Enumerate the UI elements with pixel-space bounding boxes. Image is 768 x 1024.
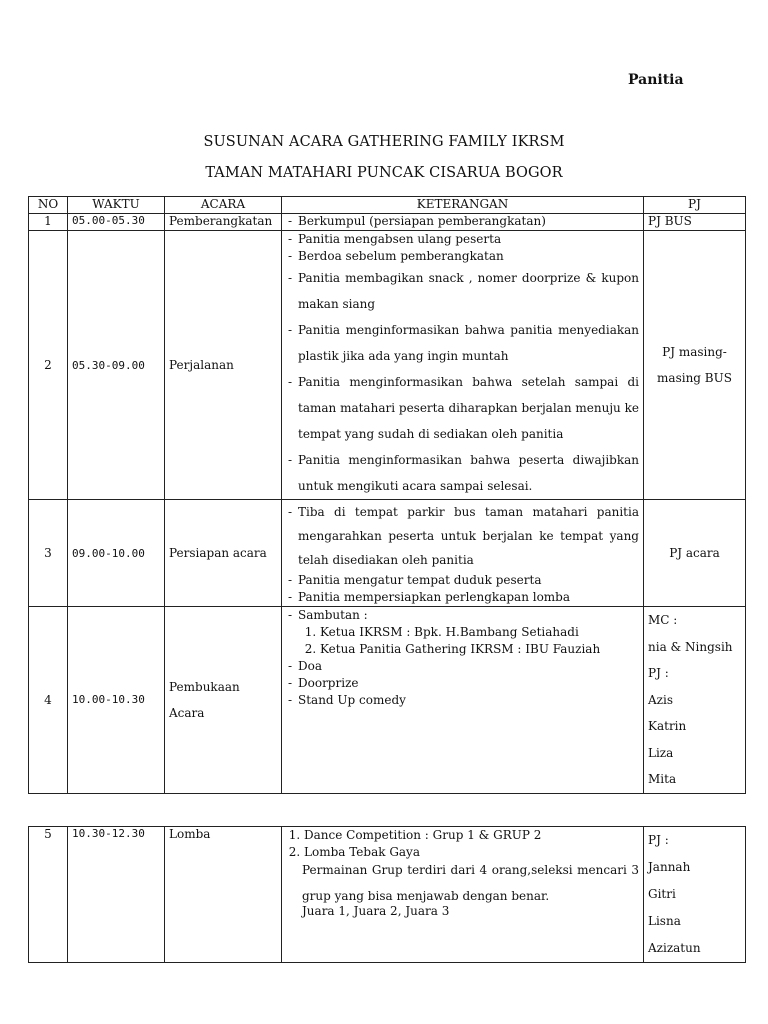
pj-line: Azis [648,692,673,707]
column-header-keterangan: KETERANGAN [282,197,644,214]
lomba-juara: Juara 1, Juara 2, Juara 3 [302,904,450,918]
list-item: - Berkumpul (persiapan pemberangkatan) [286,214,639,228]
list-item: - Doorprize [286,675,639,692]
row-no: 2 [29,231,68,500]
pj-line: PJ : [648,666,669,680]
row-waktu: 10.00-10.30 [68,607,165,794]
pj-line: Mita [648,772,677,786]
list-item: - Panitia menginformasikan bahwa setelah sampai di taman matahari peserta diharapkan berjalan menuju ke tempat yang sudah di sediakan oleh panitia [286,369,639,447]
list-item: 2. Ketua Panitia Gathering IKRSM : IBU Fauziah [320,641,639,658]
header-label: Panitia [628,72,684,88]
row-keterangan [282,214,644,231]
row-waktu: 05.00-05.30 [68,214,165,231]
pj-line: Gitri [648,887,676,901]
list-item: - Sambutan : [286,607,639,624]
pj-line: PJ : [648,833,669,847]
table-row [29,827,746,963]
row-keterangan [282,231,644,500]
list-item: - Stand Up comedy [286,692,639,709]
column-header-no: NO [29,197,68,214]
pj-line: nia & Ningsih [648,639,733,654]
row-no: 3 [29,500,68,607]
row-pj: PJ BUS [644,214,746,231]
row-keterangan [282,500,644,607]
row-acara [165,607,282,794]
list-item: - Panitia menginformasikan bahwa panitia menyediakan plastik jika ada yang ingin muntah [286,317,639,369]
list-item: - Doa [286,658,639,675]
list-item: 1. Dance Competition : Grup 1 & GRUP 2 [304,827,639,844]
schedule-table-continued [28,826,746,963]
row-pj [644,607,746,794]
list-item: 2. Lomba Tebak Gaya [304,844,639,861]
row-acara: Lomba [165,827,282,963]
table-header-row [29,197,746,214]
list-item: - Panitia mengabsen ulang peserta [286,231,639,248]
row-acara: Pemberangkatan [165,214,282,231]
document-title-line-2: TAMAN MATAHARI PUNCAK CISARUA BOGOR [205,165,563,181]
row-pj: PJ masing-masing BUS [644,231,746,500]
document-title-line-1: SUSUNAN ACARA GATHERING FAMILY IKRSM [203,134,565,150]
list-item: 1. Ketua IKRSM : Bpk. H.Bambang Setiahadi [320,624,639,641]
row-keterangan [282,607,644,794]
list-item: - Panitia mempersiapkan perlengkapan lomba [286,589,639,606]
lomba-detail: Permainan Grup terdiri dari 4 orang,seleksi mencari 3 grup yang bisa menjawab dengan benar. [302,863,639,903]
table-row [29,500,746,607]
row-pj [644,827,746,963]
row-acara: Persiapan acara [165,500,282,607]
table-row [29,607,746,794]
list-item: - Panitia menginformasikan bahwa peserta diwajibkan untuk mengikuti acara sampai selesai. [286,447,639,499]
column-header-waktu: WAKTU [68,197,165,214]
list-item: - Panitia membagikan snack , nomer doorprize & kupon makan siang [286,265,639,317]
column-header-acara: ACARA [165,197,282,214]
table-row [29,214,746,231]
pj-line: Liza [648,745,674,760]
pj-line: Jannah [648,860,691,874]
row-waktu: 10.30-12.30 [68,827,165,963]
list-item: - Panitia mengatur tempat duduk peserta [286,572,639,589]
row-acara: Perjalanan [165,231,282,500]
row-pj: PJ acara [644,500,746,607]
acara-text: Pembukaan Acara [169,679,240,720]
row-no: 5 [29,827,68,963]
pj-line: Azizatun [648,941,701,955]
row-waktu: 05.30-09.00 [68,231,165,500]
schedule-table [28,196,746,794]
table-row [29,231,746,500]
pj-line: Lisna [648,914,681,928]
row-no: 1 [29,214,68,231]
pj-line: Katrin [648,719,687,733]
row-no: 4 [29,607,68,794]
list-item: - Berdoa sebelum pemberangkatan [286,248,639,265]
row-waktu: 09.00-10.00 [68,500,165,607]
pj-line: MC : [648,613,678,627]
column-header-pj: PJ [644,197,746,214]
list-item: - Tiba di tempat parkir bus taman matahari panitia mengarahkan peserta untuk berjalan ke tempat yang telah disediakan oleh panitia [286,500,639,572]
row-keterangan [282,827,644,963]
